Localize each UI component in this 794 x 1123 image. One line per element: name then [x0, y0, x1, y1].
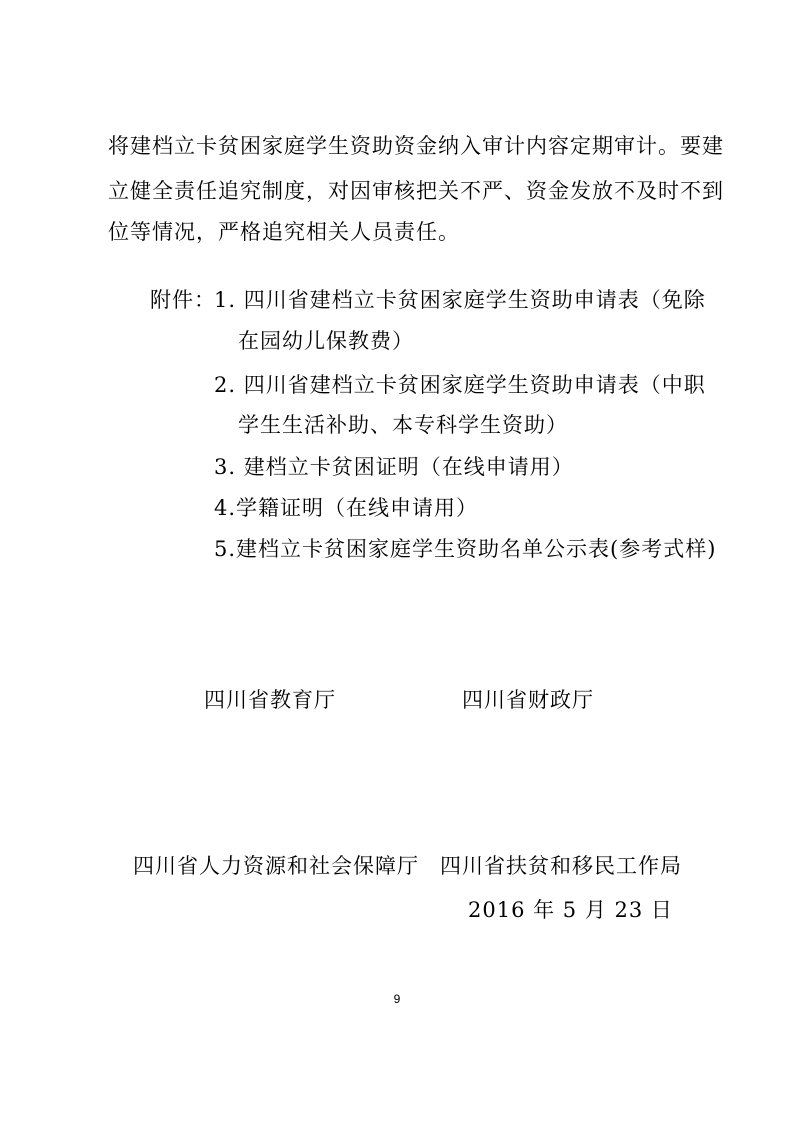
attachments-label: 附件： — [150, 288, 216, 312]
attachment-3: 3. 建档立卡贫困证明（在线申请用） — [214, 455, 574, 479]
signature-hr-social-security-dept: 四川省人力资源和社会保障厅 — [133, 854, 419, 878]
page-number: 9 — [393, 992, 401, 1006]
signature-education-dept: 四川省教育厅 — [204, 688, 336, 712]
signature-finance-dept: 四川省财政厅 — [462, 688, 594, 712]
attachment-5: 5.建档立卡贫困家庭学生资助名单公示表(参考式样) — [214, 537, 717, 561]
paragraph-line-2: 立健全责任追究制度，对因审核把关不严、资金发放不及时不到 — [108, 179, 724, 203]
attachment-4: 4.学籍证明（在线申请用） — [214, 496, 479, 520]
signature-poverty-alleviation-bureau: 四川省扶贫和移民工作局 — [440, 854, 682, 878]
paragraph-line-1: 将建档立卡贫困家庭学生资助资金纳入审计内容定期审计。要建 — [108, 134, 724, 158]
attachment-1-line-2: 在园幼儿保教费） — [238, 329, 414, 353]
attachment-2-line-2: 学生生活补助、本专科学生资助） — [238, 413, 568, 437]
attachment-2-line-1: 2. 四川省建档立卡贫困家庭学生资助申请表（中职 — [214, 373, 706, 397]
document-date: 2016 年 5 月 23 日 — [468, 898, 673, 922]
attachment-1-line-1: 1. 四川省建档立卡贫困家庭学生资助申请表（免除 — [214, 288, 706, 312]
paragraph-line-3: 位等情况，严格追究相关人员责任。 — [108, 220, 460, 244]
